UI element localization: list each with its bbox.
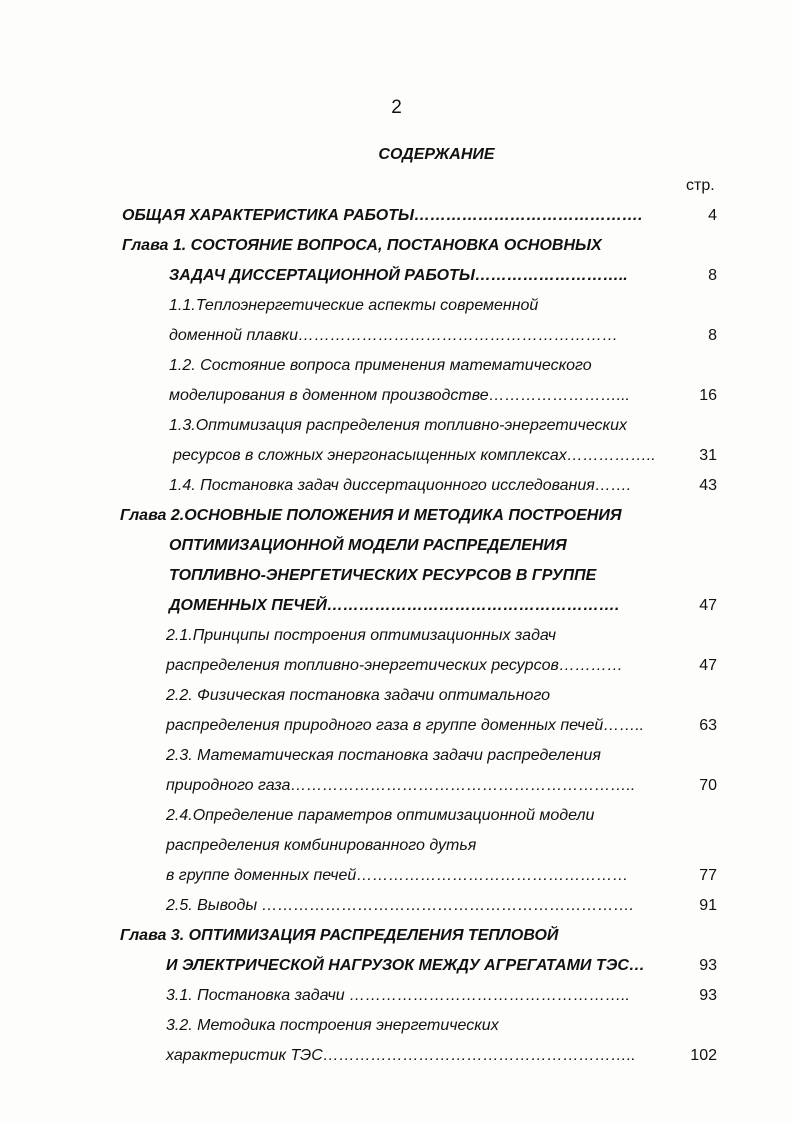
toc-entry-text: 1.4. Постановка задач диссертационного исследования……. [169,477,632,494]
toc-title: СОДЕРЖАНИЕ [378,146,495,163]
toc-entry-text: распределения комбинированного дутья [166,837,477,854]
toc-entry-text: Глава 1. СОСТОЯНИЕ ВОПРОСА, ПОСТАНОВКА ОСНОВНЫХ [122,237,602,254]
toc-entry-text: Глава 3. ОПТИМИЗАЦИЯ РАСПРЕДЕЛЕНИЯ ТЕПЛОВОЙ [120,927,559,944]
toc-entry-text: 2.3. Математическая постановка задачи распределения [166,747,601,764]
toc-entry-text: 1.1.Теплоэнергетические аспекты современной [169,297,539,314]
toc-entry-page: 8 [708,327,717,344]
toc-entry [0,411,793,441]
toc-entry-text: в группе доменных печей…………………………………………… [166,867,629,884]
toc-entry-text: ресурсов в сложных энергонасыщенных комплексах…………….. [173,447,656,464]
toc-entry [0,291,793,321]
toc-entry-text: 2.5. Выводы ……………………………………………………………. [166,897,634,914]
toc-entry [0,711,793,741]
toc-entry-page: 93 [699,987,717,1004]
toc-entry-text: распределения природного газа в группе доменных печей…….. [166,717,645,734]
toc-entry [0,501,793,531]
toc-entry [0,261,793,291]
toc-entry-text: 2.2. Физическая постановка задачи оптимального [166,687,551,704]
toc-entry [0,531,793,561]
page-column-label: стр. [686,177,715,194]
toc-entry-text: 3.1. Постановка задачи …………………………………………….. [166,987,630,1004]
toc-entry [0,921,793,951]
toc-entry-text: моделирования в доменном производстве……………………... [169,387,630,404]
toc-entry-page: 47 [699,657,717,674]
toc-entry-page: 4 [708,207,717,224]
toc-entry-text: ДОМЕННЫХ ПЕЧЕЙ………………………………………………. [169,597,620,614]
toc-entry-text: 3.2. Методика построения энергетических [166,1017,499,1034]
toc-entry-page: 91 [699,897,717,914]
toc-entry [0,441,793,471]
toc-entry [0,321,793,351]
toc-entry [0,351,793,381]
toc-entry [0,471,793,501]
toc-entry [0,381,793,411]
toc-entry [0,681,793,711]
toc-entry [0,741,793,771]
toc-entry-page: 63 [699,717,717,734]
toc-entry-text: 2.1.Принципы построения оптимизационных задач [166,627,557,644]
toc-entry [0,1011,793,1041]
toc-entry-page: 31 [699,447,717,464]
page-number: 2 [391,97,402,118]
toc-entry [0,951,793,981]
toc-entry-text: характеристик ТЭС………………………………………………….. [166,1047,636,1064]
toc-entry [0,1041,793,1071]
toc-entry [0,621,793,651]
toc-entry [0,891,793,921]
toc-entry [0,801,793,831]
toc-entry-page: 47 [699,597,717,614]
toc-entry-text: ОБЩАЯ ХАРАКТЕРИСТИКА РАБОТЫ……………………………………. [122,207,643,224]
toc-entry-text: 1.3.Оптимизация распределения топливно-энергетических [169,417,628,434]
toc-entry-text: Глава 2.ОСНОВНЫЕ ПОЛОЖЕНИЯ И МЕТОДИКА ПОСТРОЕНИЯ [120,507,622,524]
toc-entry-page: 70 [699,777,717,794]
toc-entry [0,591,793,621]
toc-entry-text: доменной плавки…………………………………………………… [169,327,618,344]
toc-entry-text: ЗАДАЧ ДИССЕРТАЦИОННОЙ РАБОТЫ……………………….. [169,267,628,284]
toc-entry-text: распределения топливно-энергетических ресурсов………… [166,657,623,674]
toc-entry-text: ТОПЛИВНО-ЭНЕРГЕТИЧЕСКИХ РЕСУРСОВ В ГРУППЕ [169,567,597,584]
toc-entry-page: 16 [699,387,717,404]
toc-entry-text: 1.2. Состояние вопроса применения математического [169,357,592,374]
toc-entry-text: ОПТИМИЗАЦИОННОЙ МОДЕЛИ РАСПРЕДЕЛЕНИЯ [169,537,567,554]
toc-entry [0,861,793,891]
toc-entry [0,831,793,861]
toc-entry [0,561,793,591]
toc-entry-page: 102 [690,1047,717,1064]
toc-entry-text: природного газа……………………………………………………….. [166,777,636,794]
toc-entry-page: 77 [699,867,717,884]
toc-entry [0,981,793,1011]
toc-entry-page: 43 [699,477,717,494]
toc-entry [0,201,793,231]
toc-entry [0,771,793,801]
toc-entry-page: 8 [708,267,717,284]
toc-entry [0,651,793,681]
toc-entry-text: 2.4.Определение параметров оптимизационной модели [166,807,595,824]
toc-entry [0,231,793,261]
toc-entry-text: И ЭЛЕКТРИЧЕСКОЙ НАГРУЗОК МЕЖДУ АГРЕГАТАМИ ТЭС… [166,957,645,974]
toc-entry-page: 93 [699,957,717,974]
